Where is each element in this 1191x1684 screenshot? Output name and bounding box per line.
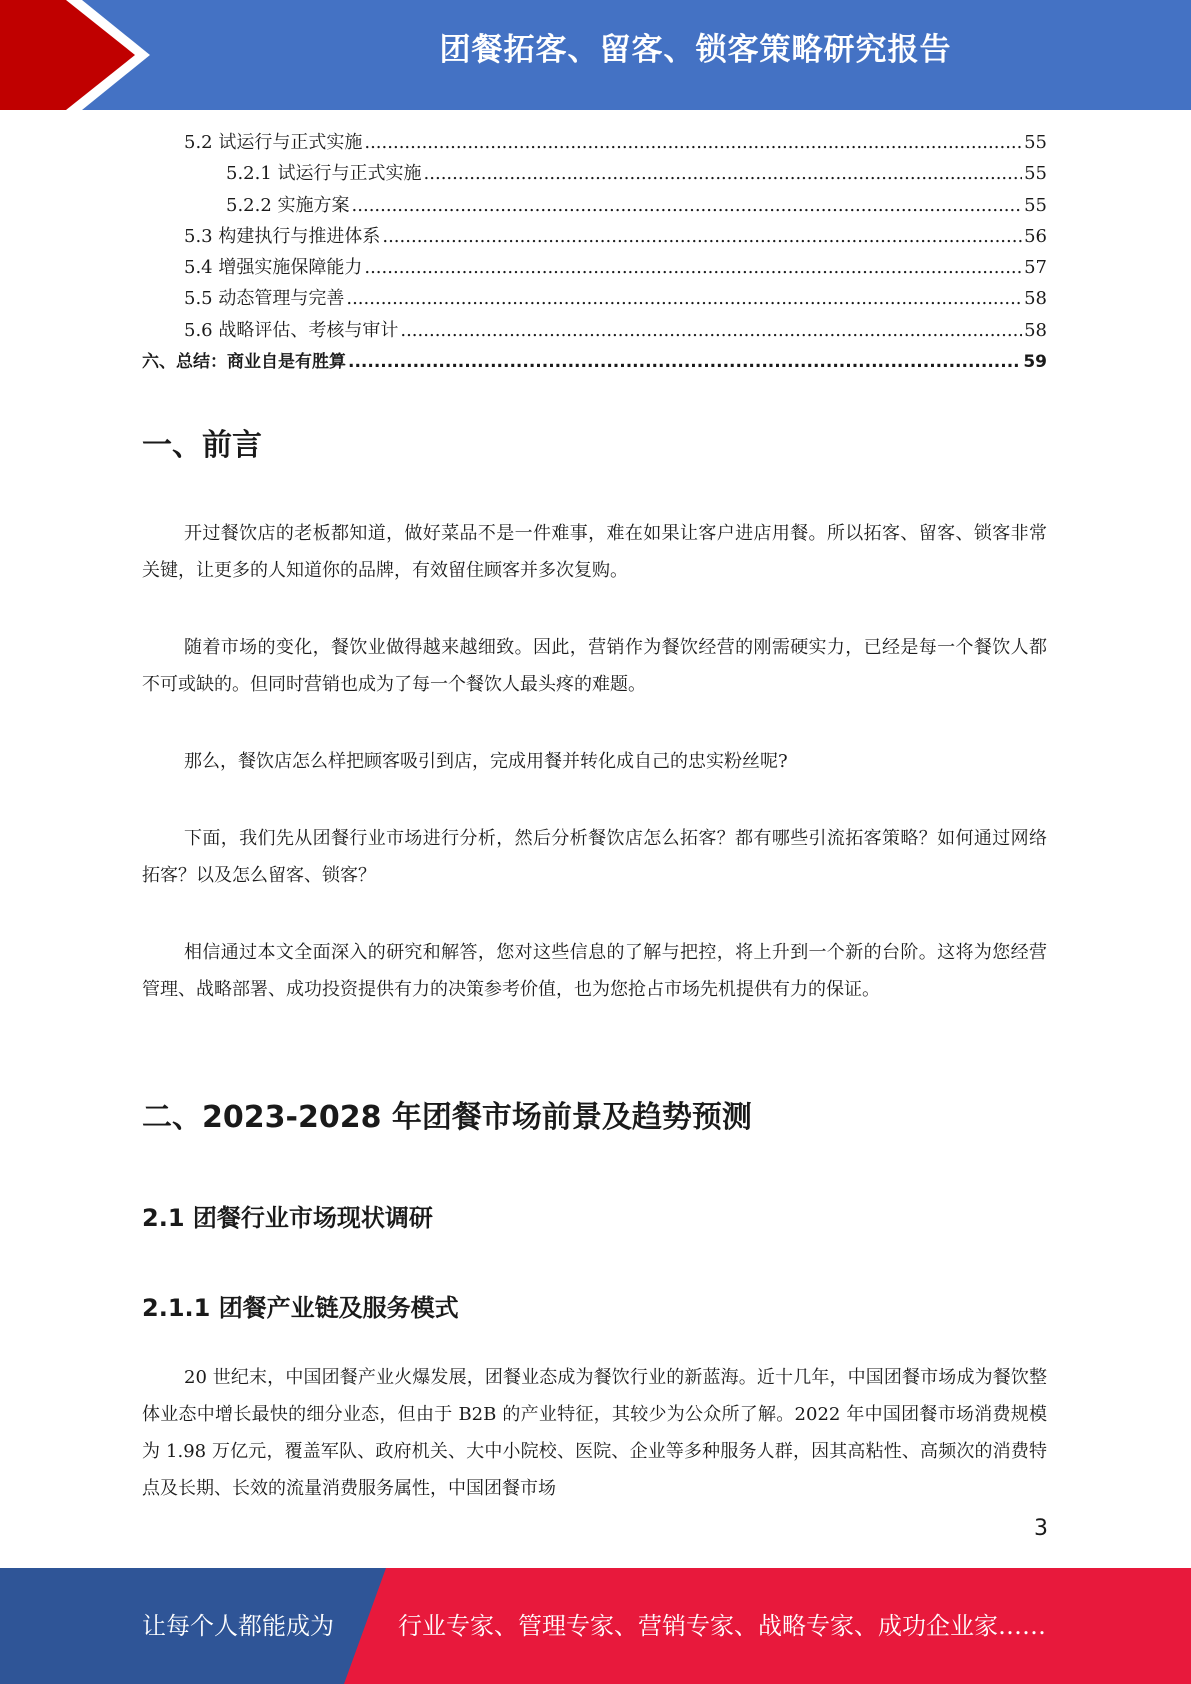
toc-leader-dots	[400, 320, 1022, 341]
toc-leader-dots	[364, 132, 1022, 153]
body-paragraph: 相信通过本文全面深入的研究和解答，您对这些信息的了解与把控，将上升到一个新的台阶。这将为您经营管理、战略部署、成功投资提供有力的决策参考价值，也为您抢占市场先机提供有力的保证。	[142, 942, 1047, 1000]
body-paragraph: 下面，我们先从团餐行业市场进行分析，然后分析餐饮店怎么拓客？都有哪些引流拓客策略？如何通过网络拓客？以及怎么留客、锁客？	[142, 828, 1047, 886]
header-red-arrow-icon	[0, 0, 135, 110]
table-of-contents	[142, 128, 1047, 378]
toc-entry-page: 56	[1024, 225, 1047, 247]
toc-entry[interactable]	[142, 128, 1047, 159]
body-paragraph: 随着市场的变化，餐饮业做得越来越细致。因此，营销作为餐饮经营的刚需硬实力，已经是每一个餐饮人都不可或缺的。但同时营销也成为了每一个餐饮人最头疼的难题。	[142, 637, 1047, 695]
footer-slogan-left: 让每个人都能成为	[142, 1612, 334, 1640]
toc-entry-label: 5.6 战略评估、考核与审计	[184, 319, 399, 341]
toc-entry-page: 58	[1024, 288, 1047, 310]
toc-entry-page: 55	[1024, 163, 1047, 185]
toc-entry-page: 59	[1023, 352, 1047, 373]
toc-entry-page: 55	[1024, 194, 1047, 216]
toc-entry[interactable]	[142, 191, 1047, 222]
toc-leader-dots	[348, 352, 1021, 372]
toc-entry-label: 5.2.2 实施方案	[226, 194, 350, 216]
toc-leader-dots	[382, 226, 1022, 247]
toc-entry[interactable]	[142, 253, 1047, 284]
toc-entry-page: 57	[1024, 257, 1047, 279]
toc-entry-label: 5.2.1 试运行与正式实施	[226, 163, 422, 185]
subsection-heading: 2.1.1 团餐产业链及服务模式	[142, 1294, 459, 1322]
page-number: 3	[1034, 1516, 1048, 1541]
body-paragraph: 那么，餐饮店怎么样把顾客吸引到店，完成用餐并转化成自己的忠实粉丝呢?	[184, 751, 788, 772]
toc-entry[interactable]	[142, 222, 1047, 253]
toc-entry-label: 5.5 动态管理与完善	[184, 288, 345, 310]
section-heading-preface: 一、前言	[142, 428, 262, 463]
toc-leader-dots	[424, 163, 1023, 184]
section-heading-market-forecast: 二、2023-2028 年团餐市场前景及趋势预测	[142, 1100, 752, 1135]
toc-entry[interactable]	[142, 316, 1047, 347]
toc-entry-label: 5.4 增强实施保障能力	[184, 257, 363, 279]
toc-entry[interactable]	[142, 159, 1047, 190]
toc-leader-dots	[346, 288, 1022, 309]
toc-entry-page: 58	[1024, 319, 1047, 341]
body-paragraph: 20 世纪末，中国团餐产业火爆发展，团餐业态成为餐饮行业的新蓝海。近十几年，中国团餐市场成为餐饮整体业态中增长最快的细分业态，但由于 B2B 的产业特征，其较少为公众所了解。2022 年中国团餐市场消费规模为 1.98 万亿元，覆盖军队、政府机关、大中小院校、医院、企业等多种服务人群，因其高粘性、高频次的消费特点及长期、长效的流量消费服务属性，中国团餐市场	[142, 1367, 1047, 1499]
toc-entry-label: 5.3 构建执行与推进体系	[184, 225, 381, 247]
page-header	[0, 0, 1191, 110]
toc-entry-page: 55	[1024, 132, 1047, 153]
toc-entry[interactable]	[142, 284, 1047, 315]
body-paragraph: 开过餐饮店的老板都知道，做好菜品不是一件难事，难在如果让客户进店用餐。所以拓客、留客、锁客非常关键，让更多的人知道你的品牌，有效留住顾客并多次复购。	[142, 523, 1047, 581]
footer-slogan-right: 行业专家、管理专家、营销专家、战略专家、成功企业家……	[398, 1612, 1046, 1640]
page-footer	[0, 1568, 1191, 1684]
toc-leader-dots	[364, 257, 1022, 278]
subsection-heading: 2.1 团餐行业市场现状调研	[142, 1204, 433, 1232]
toc-leader-dots	[352, 195, 1023, 216]
toc-entry-chapter[interactable]	[142, 347, 1047, 378]
toc-entry-label: 5.2 试运行与正式实施	[184, 132, 363, 153]
toc-entry-label: 六、总结：商业自是有胜算	[142, 352, 346, 373]
report-title: 团餐拓客、留客、锁客策略研究报告	[439, 32, 952, 68]
